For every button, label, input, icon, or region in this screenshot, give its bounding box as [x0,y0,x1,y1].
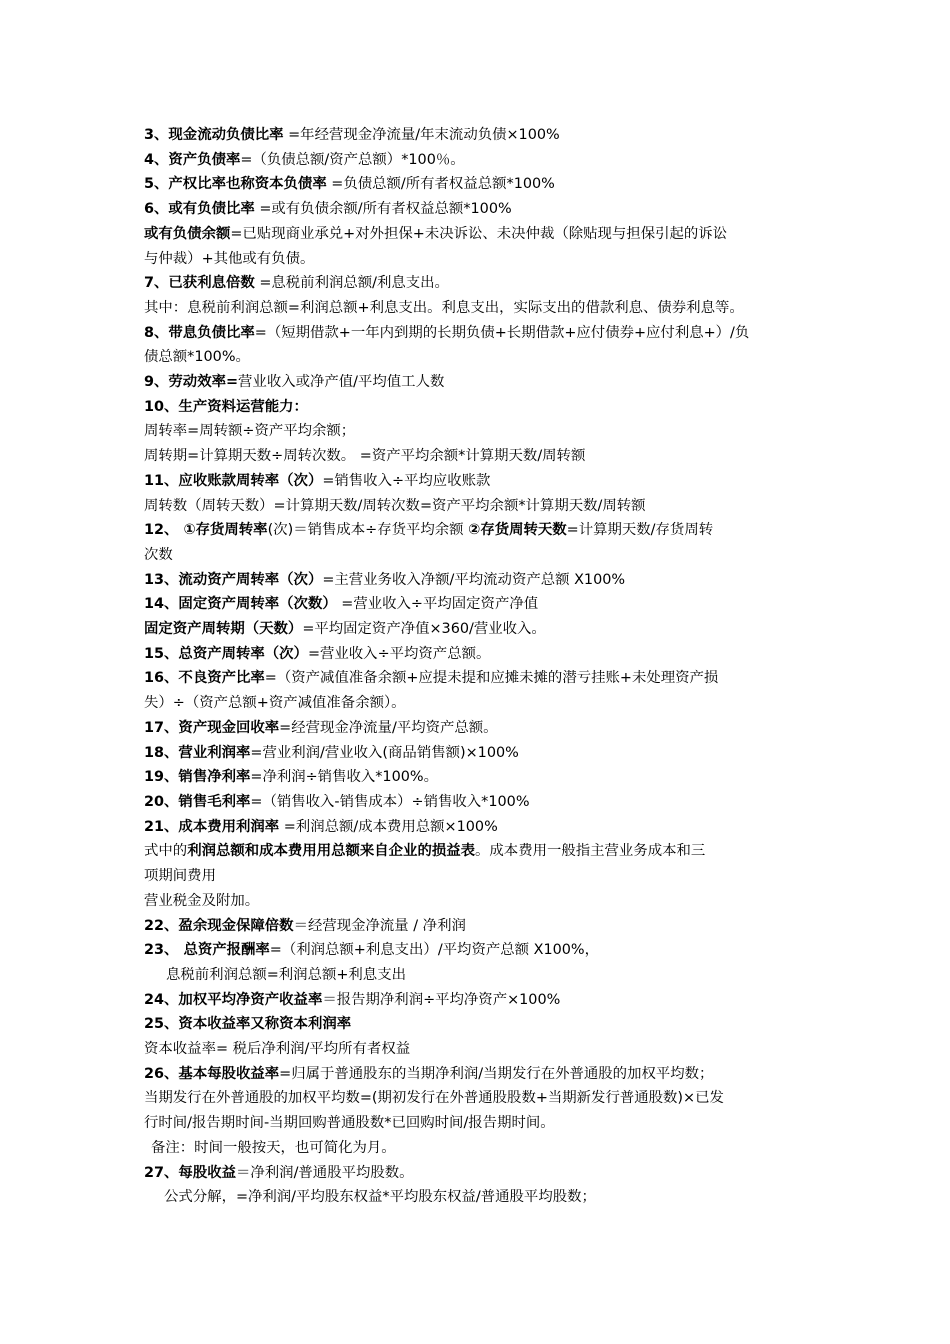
line-text: =或有负债余额/所有者权益总额*100% [254,201,512,218]
line-term: 资产现金回收率 [178,719,280,736]
text-line [144,1136,814,1161]
line-number: 13、 [144,571,179,588]
line-text: =（短期借款+一年内到期的长期负债+长期借款+应付债券+应付利息+）/负 [254,324,750,341]
document-page [144,123,814,1210]
line-text: =利润总额/成本费用总额×100% [279,818,498,835]
line-number: 14、 [144,596,179,613]
line-number: 9、 [144,374,169,391]
text-line [144,815,814,840]
line-term: 基本每股收益率 [178,1065,280,1082]
line-term: 固定资产周转期（天数） [144,621,303,638]
text-line [144,1161,814,1186]
text-line [144,1086,814,1111]
text-line [144,691,814,716]
text-line [144,963,814,988]
line-text: 债总额*100%。 [144,349,250,366]
line-text: =已贴现商业承兑+对外担保+未决诉讼、未决仲裁（除贴现与担保引起的诉讼 [230,225,728,242]
line-text: =营业收入÷平均固定资产净值 [336,596,539,613]
line-text: =归属于普通股东的当期净利润/当期发行在外普通股的加权平均数； [279,1065,714,1082]
line-term: 每股收益 [178,1164,236,1181]
line-number: 4、 [144,151,169,168]
text-line [144,419,814,444]
text-line [144,1111,814,1136]
line-number: 23、 [144,942,184,959]
text-line [144,617,814,642]
line-term: 销售毛利率 [178,793,251,810]
text-line [144,839,814,864]
text-line [144,321,814,346]
text-line [144,741,814,766]
line-number: 15、 [144,645,179,662]
line-text: ＝经营现金净流量 / 净利润 [293,917,466,934]
line-number: 18、 [144,744,179,761]
line-term: 总资产报酬率 [183,942,270,959]
line-text: (次)＝销售成本÷存货平均余额 [267,522,469,539]
line-text: 其中：息税前利润总额=利润总额+利息支出。利息支出，实际支出的借款利息、债券利息等。 [144,299,744,316]
line-text-2: =计算期天数/存货周转 [566,522,714,539]
line-term: 加权平均净资产收益率 [178,991,323,1008]
text-line [144,444,814,469]
line-term: 利润总额和成本费用用总额来自企业的损益表 [187,843,476,860]
line-term: 固定资产周转率（次数） [178,596,337,613]
line-text: =平均固定资产净值×360/营业收入。 [302,621,546,638]
line-term: 生产资料运营能力： [178,398,308,415]
line-number: 22、 [144,917,179,934]
text-line [144,938,814,963]
line-number: 24、 [144,991,179,1008]
text-line [144,1037,814,1062]
line-text: ＝净利润/普通股平均股数。 [236,1164,414,1181]
text-line [144,1012,814,1037]
text-line [144,592,814,617]
text-line [144,790,814,815]
line-term: 现金流动负债比率 [168,127,284,143]
line-text: 与仲裁）+其他或有负债。 [144,250,315,267]
text-line [144,988,814,1013]
line-term: 资产负债率 [168,151,241,168]
line-term: 营业利润率 [178,744,251,761]
line-text: 。成本费用一般指主营业务成本和三 [475,843,706,860]
text-line [144,345,814,370]
line-term-2: ②存货周转天数 [468,522,567,539]
line-term: 或有负债余额 [144,225,231,242]
line-text: 周转期=计算期天数÷周转次数。 =资产平均余额*计算期天数/周转额 [144,448,586,465]
line-text: 项期间费用 [144,868,216,885]
text-line [144,222,814,247]
line-text: 公式分解，=净利润/平均股东权益*平均股东权益/普通股平均股数； [164,1189,596,1206]
line-term: 总资产周转率（次） [178,645,308,662]
line-text: =息税前利润总额/利息支出。 [254,275,449,292]
text-line [144,172,814,197]
line-term: 盈余现金保障倍数 [178,917,294,934]
line-term: 不良资产比率 [178,670,265,687]
text-line [144,1062,814,1087]
line-number: 3、 [144,127,169,143]
line-term: 劳动效率= [168,374,239,391]
line-number: 26、 [144,1065,179,1082]
text-line [144,296,814,321]
line-number: 19、 [144,769,179,786]
line-text: =（负债总额/资产总额）*100％。 [240,151,465,168]
line-text: =营业利润/营业收入(商品销售额)×100% [250,744,519,761]
line-term: 资本收益率又称资本利润率 [178,1016,352,1033]
line-term: 带息负债比率 [168,324,255,341]
line-text: 备注：时间一般按天，也可简化为月。 [151,1139,396,1156]
line-text: =销售收入÷平均应收账款 [322,472,491,489]
text-line [144,148,814,173]
line-text: 周转数（周转天数）=计算期天数/周转次数=资产平均余额*计算期天数/周转额 [144,497,646,514]
text-line [144,716,814,741]
line-text: =营业收入÷平均资产总额。 [307,645,491,662]
line-text: ＝报告期净利润÷平均净资产×100% [322,991,561,1008]
line-text: 失）÷（资产总额+资产减值准备余额）。 [144,695,406,712]
text-line [144,518,814,543]
line-text: 营业收入或净产值/平均值工人数 [238,374,445,391]
line-term: ①存货周转率 [183,522,268,539]
line-number: 10、 [144,398,179,415]
text-line [144,395,814,420]
text-line [144,666,814,691]
line-term: 销售净利率 [178,769,251,786]
text-line [144,494,814,519]
line-term: 应收账款周转率（次） [178,472,323,489]
line-text: =（资产减值准备余额+应提未提和应摊未摊的潜亏挂账+未处理资产损 [264,670,719,687]
line-term: 成本费用利润率 [178,818,280,835]
text-line [144,1185,814,1210]
line-number: 5、 [144,176,169,193]
line-prefix: 式中的 [144,843,188,860]
line-text: =（销售收入-销售成本）÷销售收入*100% [250,793,530,810]
line-number: 20、 [144,793,179,810]
line-number: 11、 [144,472,179,489]
line-text: 息税前利润总额=利润总额+利息支出 [166,966,406,983]
line-term: 流动资产周转率（次） [178,571,323,588]
line-term: 已获利息倍数 [168,275,255,292]
line-number: 21、 [144,818,179,835]
text-line [144,469,814,494]
text-line [144,247,814,272]
line-number: 16、 [144,670,179,687]
line-term: 或有负债比率 [168,201,255,218]
line-number: 6、 [144,201,169,218]
line-term: 产权比率也称资本负债率 [168,176,327,193]
text-line [144,889,814,914]
line-number: 12、 [144,522,184,539]
line-number: 8、 [144,324,169,341]
text-line [144,543,814,568]
line-number: 7、 [144,275,169,292]
line-text: 当期发行在外普通股的加权平均数=(期初发行在外普通股股数+当期新发行普通股数)×已发 [144,1090,724,1107]
text-line [144,370,814,395]
line-number: 27、 [144,1164,179,1181]
line-text: =（利润总额+利息支出）/平均资产总额 X100%， [269,942,599,959]
line-number: 17、 [144,719,179,736]
text-line [144,765,814,790]
text-line [144,642,814,667]
line-number: 25、 [144,1016,179,1033]
line-text: 周转率=周转额÷资产平均余额； [144,423,356,440]
line-text: =年经营现金净流量/年末流动负债×100% [283,127,560,143]
text-line [144,271,814,296]
line-text: 次数 [144,546,173,563]
line-text: 营业税金及附加。 [144,892,260,909]
text-line [144,864,814,889]
line-text: =经营现金净流量/平均资产总额。 [279,719,498,736]
line-text: =净利润÷销售收入*100%。 [250,769,438,786]
line-text: =负债总额/所有者权益总额*100% [326,176,555,193]
text-line [144,568,814,593]
line-text: =主营业务收入净额/平均流动资产总额 X100% [322,571,626,588]
line-text: 行时间/报告期时间-当期回购普通股数*已回购时间/报告期时间。 [144,1115,555,1132]
text-line [144,914,814,939]
line-text: 资本收益率= 税后净利润/平均所有者权益 [144,1041,411,1058]
text-line [144,197,814,222]
text-line [144,123,814,148]
